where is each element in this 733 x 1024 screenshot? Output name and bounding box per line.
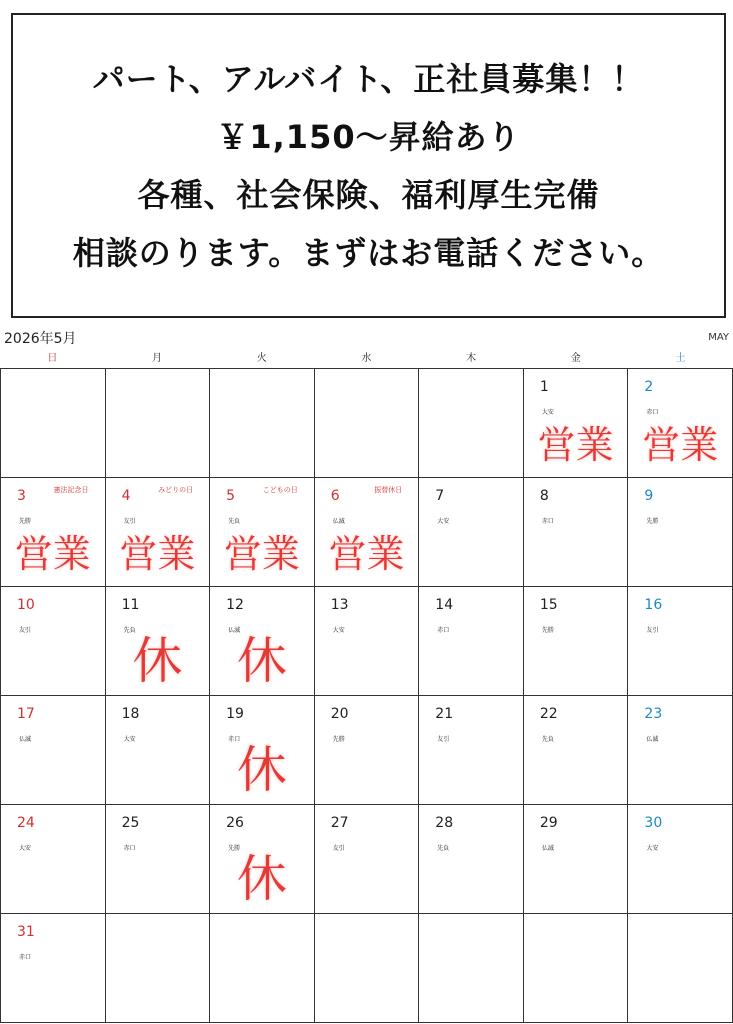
calendar-day-cell (524, 369, 629, 478)
closed-stamp: 休 (236, 850, 287, 908)
day-number: 2 (644, 379, 654, 395)
day-number: 3 (17, 488, 26, 504)
open-stamp: 営業 (223, 532, 300, 576)
holiday-name: 振替休日 (374, 486, 403, 494)
rokuyo-label: 先勝 (541, 627, 554, 634)
day-number: 4 (121, 488, 131, 504)
calendar-day-cell (628, 478, 733, 587)
open-stamp: 営業 (537, 423, 614, 467)
calendar-empty-cell (210, 914, 315, 1023)
day-number: 21 (435, 706, 454, 722)
day-number: 25 (121, 815, 140, 831)
calendar-day-cell (106, 587, 211, 696)
day-number: 23 (644, 706, 663, 722)
day-number: 7 (435, 488, 445, 504)
rokuyo-label: 赤口 (541, 518, 554, 525)
recruitment-notice (11, 13, 726, 318)
calendar-empty-cell (210, 369, 315, 478)
day-number: 12 (226, 597, 244, 613)
day-number: 19 (226, 706, 244, 722)
notice-line-wage: ￥1,150～昇給あり (216, 117, 521, 156)
day-number: 17 (17, 706, 35, 722)
rokuyo-label: 赤口 (646, 409, 659, 416)
day-number: 18 (121, 706, 140, 722)
weekday-wednesday: 水 (361, 353, 372, 364)
day-number: 26 (226, 815, 244, 831)
rokuyo-label: 先勝 (646, 518, 659, 525)
rokuyo-label: 友引 (332, 845, 345, 852)
closed-stamp: 休 (236, 741, 287, 799)
calendar-day-cell (628, 587, 733, 696)
calendar-day-cell (1, 478, 106, 587)
calendar-day-cell (106, 805, 211, 914)
closed-stamp: 休 (132, 632, 183, 690)
calendar-day-cell (1, 805, 106, 914)
weekday-saturday: 土 (675, 353, 686, 364)
calendar-empty-cell (315, 369, 420, 478)
rokuyo-label: 仏滅 (646, 736, 659, 743)
calendar-day-cell (315, 805, 420, 914)
day-number: 30 (644, 815, 663, 831)
rokuyo-label: 大安 (646, 845, 659, 852)
day-number: 14 (435, 597, 454, 613)
rokuyo-label: 先勝 (19, 518, 32, 525)
rokuyo-label: 友引 (646, 627, 659, 634)
calendar-empty-cell (628, 914, 733, 1023)
rokuyo-label: 先勝 (228, 845, 241, 852)
calendar-day-cell (419, 587, 524, 696)
rokuyo-label: 赤口 (437, 627, 450, 634)
weekday-tuesday: 火 (256, 353, 267, 364)
weekday-friday: 金 (570, 353, 581, 364)
rokuyo-label: 先負 (123, 627, 136, 634)
rokuyo-label: 仏滅 (332, 518, 345, 525)
rokuyo-label: 赤口 (19, 954, 32, 961)
day-number: 1 (539, 379, 549, 395)
rokuyo-label: 仏滅 (541, 845, 554, 852)
calendar-day-cell (419, 478, 524, 587)
day-number: 16 (644, 597, 663, 613)
calendar-day-cell (419, 805, 524, 914)
rokuyo-label: 仏滅 (19, 736, 32, 743)
calendar-day-cell (628, 696, 733, 805)
calendar-empty-cell (106, 369, 211, 478)
rokuyo-label: 大安 (437, 518, 450, 525)
calendar-empty-cell (315, 914, 420, 1023)
rokuyo-label: 先負 (437, 845, 450, 852)
rokuyo-label: 友引 (19, 627, 32, 634)
calendar-day-cell (210, 587, 315, 696)
rokuyo-label: 大安 (332, 627, 345, 634)
calendar-day-cell (628, 369, 733, 478)
holiday-name: 憲法記念日 (53, 486, 89, 494)
day-number: 5 (226, 488, 236, 504)
calendar-day-cell (210, 805, 315, 914)
weekday-monday: 月 (152, 353, 163, 364)
calendar-empty-cell (419, 914, 524, 1023)
open-stamp: 営業 (119, 532, 196, 576)
rokuyo-label: 友引 (123, 518, 136, 525)
day-number: 27 (330, 815, 349, 831)
weekday-sunday: 日 (47, 353, 58, 364)
day-number: 11 (121, 597, 140, 613)
calendar-day-cell (524, 696, 629, 805)
weekday-thursday: 木 (466, 353, 477, 364)
day-number: 10 (17, 597, 35, 613)
day-number: 28 (435, 815, 454, 831)
calendar-empty-cell (524, 914, 629, 1023)
notice-line-recruit: パート、アルバイト、正社員募集！！ (92, 59, 645, 98)
rokuyo-label: 赤口 (123, 845, 136, 852)
day-number: 15 (539, 597, 558, 613)
notice-line-benefits: 各種、社会保険、福利厚生完備 (137, 175, 600, 214)
calendar-day-cell (628, 805, 733, 914)
calendar-day-cell (315, 587, 420, 696)
rokuyo-label: 仏滅 (228, 627, 241, 634)
calendar-day-cell (1, 587, 106, 696)
calendar-day-cell (524, 805, 629, 914)
calendar-day-cell (106, 478, 211, 587)
rokuyo-label: 大安 (541, 409, 554, 416)
day-number: 13 (330, 597, 349, 613)
calendar-day-cell (210, 478, 315, 587)
rokuyo-label: 大安 (19, 845, 32, 852)
rokuyo-label: 先負 (541, 736, 554, 743)
open-stamp: 営業 (328, 532, 405, 576)
calendar-month-english: MAY (708, 332, 729, 343)
calendar-month-title: 2026年5月 (4, 331, 77, 347)
day-number: 24 (17, 815, 35, 831)
calendar-day-cell (315, 478, 420, 587)
day-number: 20 (330, 706, 349, 722)
day-number: 29 (539, 815, 558, 831)
rokuyo-label: 先勝 (332, 736, 345, 743)
calendar-empty-cell (106, 914, 211, 1023)
calendar-day-cell (419, 696, 524, 805)
day-number: 6 (330, 488, 340, 504)
closed-stamp: 休 (236, 632, 287, 690)
weekday-header (0, 350, 733, 368)
rokuyo-label: 先負 (228, 518, 241, 525)
calendar-empty-cell (1, 369, 106, 478)
calendar-day-cell (315, 696, 420, 805)
calendar-day-cell (106, 696, 211, 805)
open-stamp: 営業 (642, 423, 719, 467)
open-stamp: 営業 (14, 532, 91, 576)
day-number: 9 (644, 488, 654, 504)
calendar-day-cell (1, 914, 106, 1023)
day-number: 22 (539, 706, 558, 722)
calendar-day-cell (210, 696, 315, 805)
rokuyo-label: 赤口 (228, 736, 241, 743)
rokuyo-label: 友引 (437, 736, 450, 743)
calendar-grid (0, 368, 733, 1023)
holiday-name: こどもの日 (262, 486, 298, 494)
holiday-name: みどりの日 (158, 486, 194, 494)
calendar-day-cell (524, 478, 629, 587)
day-number: 8 (539, 488, 549, 504)
calendar-empty-cell (419, 369, 524, 478)
calendar-day-cell (1, 696, 106, 805)
day-number: 31 (17, 924, 35, 940)
rokuyo-label: 大安 (123, 736, 136, 743)
calendar-day-cell (524, 587, 629, 696)
notice-line-contact: 相談のります。まずはお電話ください。 (72, 233, 665, 272)
